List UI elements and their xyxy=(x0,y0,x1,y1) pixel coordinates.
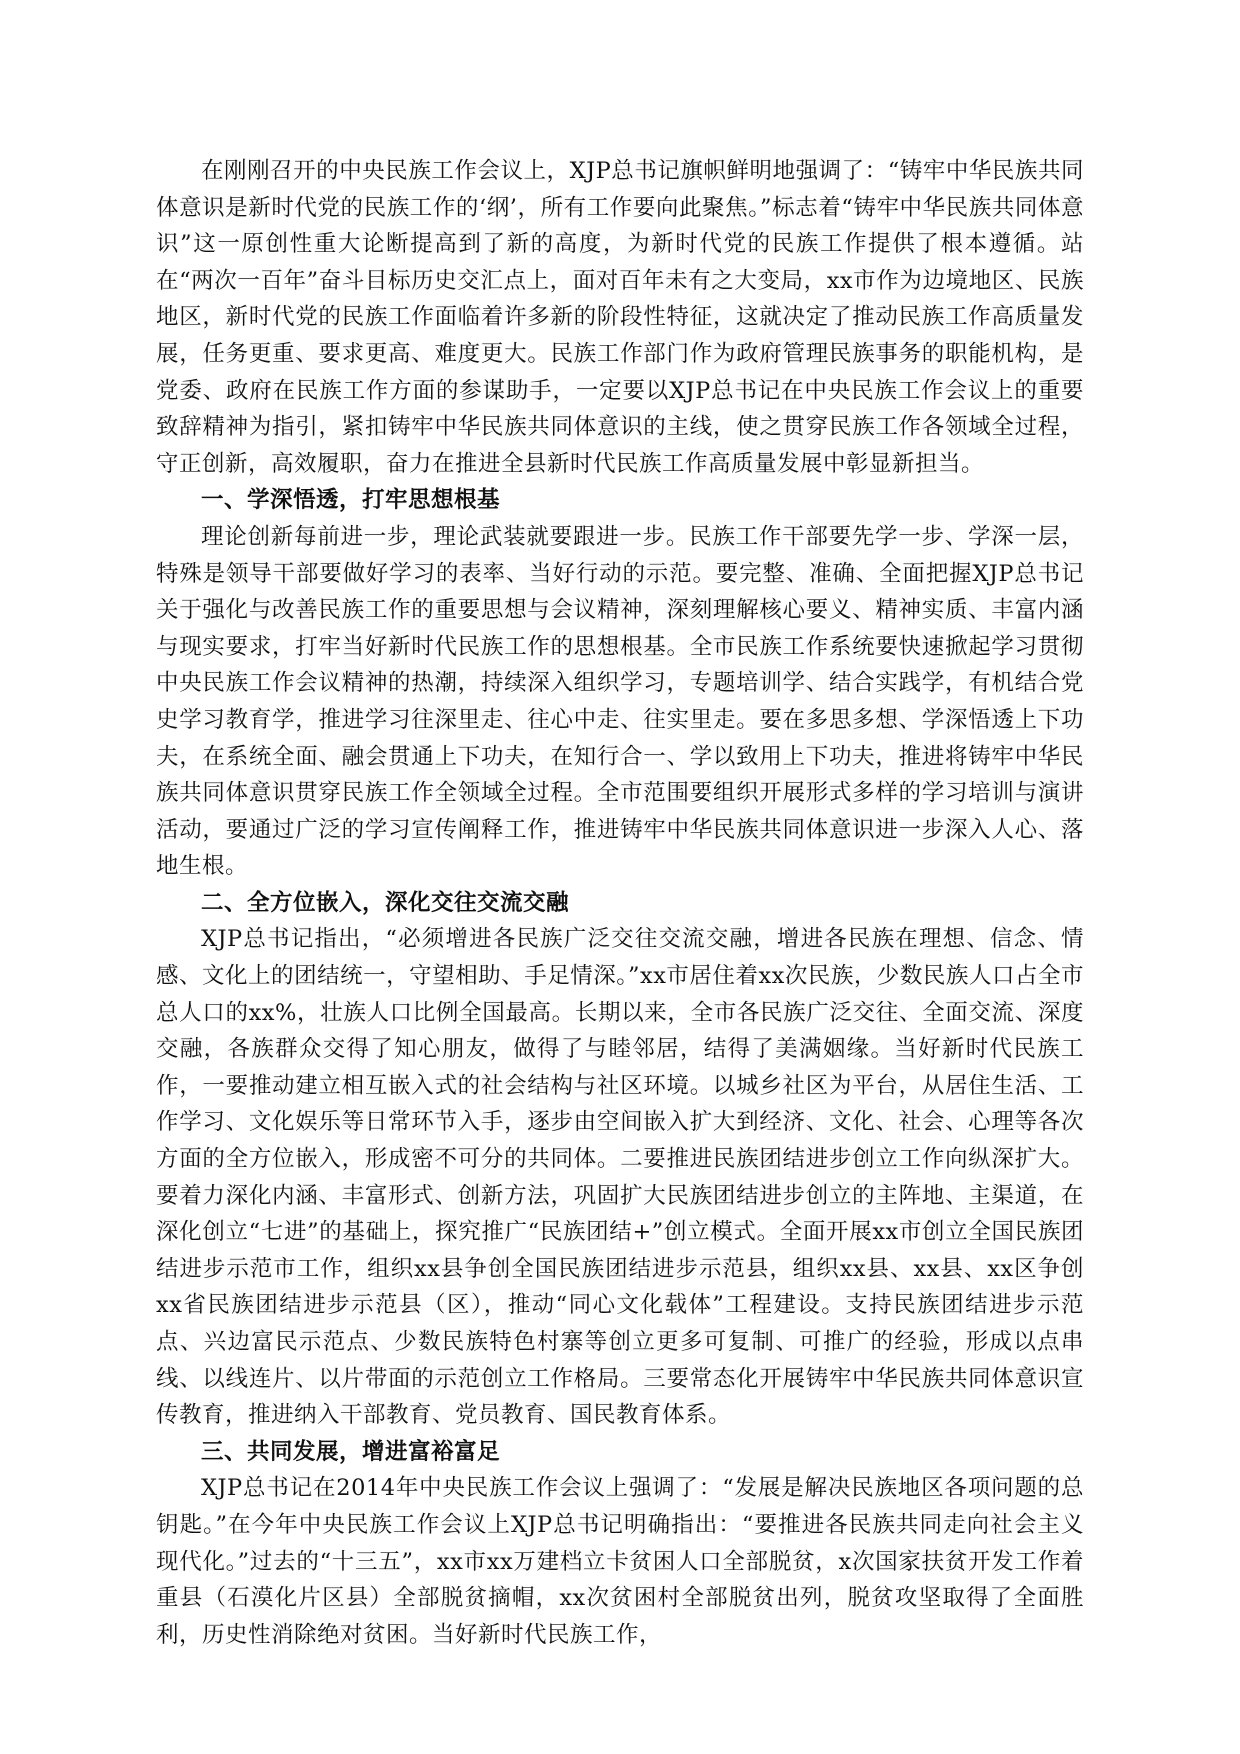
section-body-1: 理论创新每前进一步，理论武装就要跟进一步。民族工作干部要先学一步、学深一层，特殊是领导干部要做好学习的表率、当好行动的示范。要完整、准确、全面把握XJP总书记关于强化与改善民族工作的重要思想与会议精神，深刻理解核心要义、精神实质、丰富内涵与现实要求，打牢当好新时代民族工作的思想根基。全市民族工作系统要快速掀起学习贯彻中央民族工作会议精神的热潮，持续深入组织学习，专题培训学、结合实践学，有机结合党史学习教育学，推进学习往深里走、往心中走、往实里走。要在多思多想、学深悟透上下功夫，在系统全面、融会贯通上下功夫，在知行合一、学以致用上下功夫，推进将铸牢中华民族共同体意识贯穿民族工作全领域全过程。全市范围要组织开展形式多样的学习培训与演讲活动，要通过广泛的学习宣传阐释工作，推进铸牢中华民族共同体意识进一步深入人心、落地生根。 xyxy=(156,523,1084,880)
section-heading-1: 一、学深悟透，打牢思想根基 xyxy=(201,487,501,514)
section-body-3: XJP总书记在2014年中央民族工作会议上强调了：“发展是解决民族地区各项问题的总钥匙。”在今年中央民族工作会议上XJP总书记明确指出：“要推进各民族共同走向社会主义现代化。”过去的“十三五”，xx市xx万建档立卡贫困人口全部脱贫，x次国家扶贫开发工作着重县（石漠化片区县）全部脱贫摘帽，xx次贫困村全部脱贫出列，脱贫攻坚取得了全面胜利，历史性消除绝对贫困。当好新时代民族工作， xyxy=(156,1475,1084,1648)
section-heading-2: 二、全方位嵌入，深化交往交流交融 xyxy=(201,889,570,916)
section-body-2: XJP总书记指出，“必须增进各民族广泛交往交流交融，增进各民族在理想、信念、情感、文化上的团结统一，守望相助、手足情深。”xx市居住着xx次民族，少数民族人口占全市总人口的xx%，壮族人口比例全国最高。长期以来，全市各民族广泛交往、全面交流、深度交融，各族群众交得了知心朋友，做得了与睦邻居，结得了美满姻缘。当好新时代民族工作，一要推动建立相互嵌入式的社会结构与社区环境。以城乡社区为平台，从居住生活、工作学习、文化娱乐等日常环节入手，逐步由空间嵌入扩大到经济、文化、社会、心理等各次方面的全方位嵌入，形成密不可分的共同体。二要推进民族团结进步创立工作向纵深扩大。要着力深化内涵、丰富形式、创新方法，巩固扩大民族团结进步创立的主阵地、主渠道，在深化创立“七进”的基础上，探究推广“民族团结+”创立模式。全面开展xx市创立全国民族团结进步示范市工作，组织xx县争创全国民族团结进步示范县，组织xx县、xx县、xx区争创xx省民族团结进步示范县（区），推动“同心文化载体”工程建设。支持民族团结进步示范点、兴边富民示范点、少数民族特色村寨等创立更多可复制、可推广的经验，形成以点串线、以线连片、以片带面的示范创立工作格局。三要常态化开展铸牢中华民族共同体意识宣传教育，推进纳入干部教育、党员教育、国民教育体系。 xyxy=(156,926,1084,1429)
document-page xyxy=(156,153,1084,1653)
section-heading-3: 三、共同发展，增进富裕富足 xyxy=(201,1438,501,1465)
intro-paragraph: 在刚刚召开的中央民族工作会议上，XJP总书记旗帜鲜明地强调了：“铸牢中华民族共同体意识是新时代党的民族工作的‘纲’，所有工作要向此聚焦。”标志着“铸牢中华民族共同体意识”这一原创性重大论断提高到了新的高度，为新时代党的民族工作提供了根本遵循。站在“两次一百年”奋斗目标历史交汇点上，面对百年未有之大变局，xx市作为边境地区、民族地区，新时代党的民族工作面临着许多新的阶段性特征，这就决定了推动民族工作高质量发展，任务更重、要求更高、难度更大。民族工作部门作为政府管理民族事务的职能机构，是党委、政府在民族工作方面的参谋助手，一定要以XJP总书记在中央民族工作会议上的重要致辞精神为指引，紧扣铸牢中华民族共同体意识的主线，使之贯穿民族工作各领域全过程，守正创新，高效履职，奋力在推进全县新时代民族工作高质量发展中彰显新担当。 xyxy=(156,158,1084,477)
